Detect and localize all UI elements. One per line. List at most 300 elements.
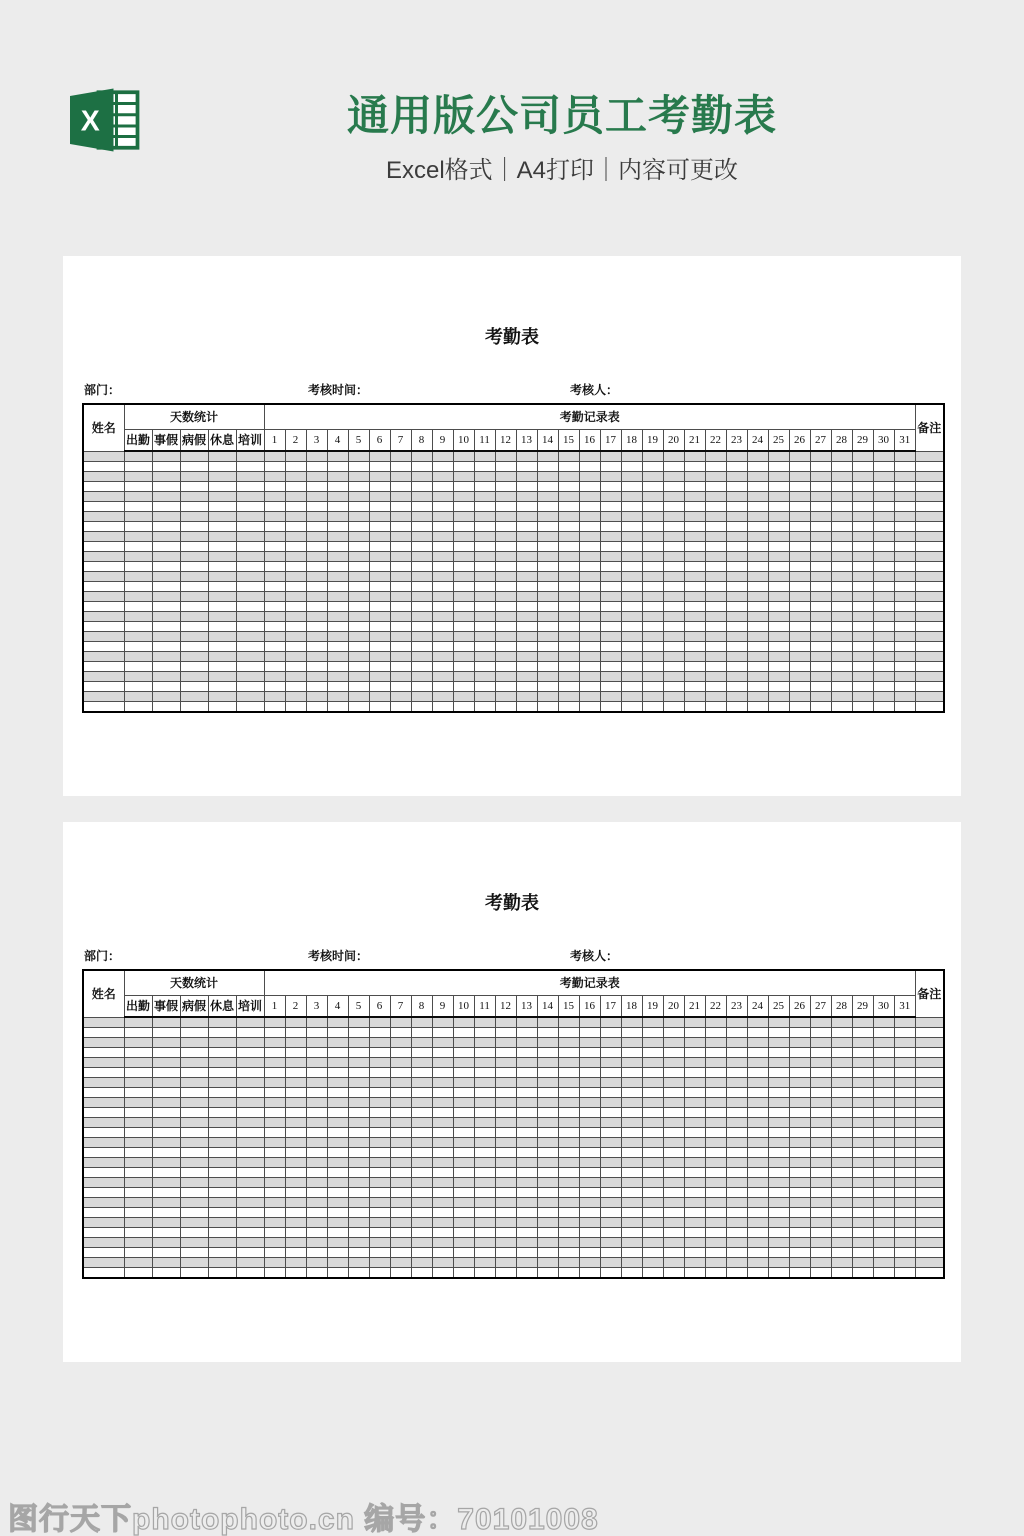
grid-cell <box>747 672 768 682</box>
grid-cell <box>831 692 852 702</box>
grid-cell <box>537 1128 558 1138</box>
grid-cell <box>852 692 873 702</box>
grid-cell <box>453 1068 474 1078</box>
grid-cell <box>390 1088 411 1098</box>
grid-cell <box>916 632 944 642</box>
grid-cell <box>705 672 726 682</box>
grid-cell <box>348 612 369 622</box>
grid-cell <box>516 572 537 582</box>
grid-cell <box>306 702 327 713</box>
grid-cell <box>916 662 944 672</box>
grid-cell <box>621 692 642 702</box>
grid-cell <box>152 462 180 472</box>
grid-cell <box>579 1268 600 1279</box>
grid-cell <box>642 572 663 582</box>
grid-cell <box>789 662 810 672</box>
grid-cell <box>369 542 390 552</box>
grid-cell <box>789 552 810 562</box>
grid-cell <box>663 1198 684 1208</box>
grid-cell <box>789 602 810 612</box>
grid-cell <box>789 1238 810 1248</box>
grid-cell <box>180 1078 208 1088</box>
grid-cell <box>124 1218 152 1228</box>
grid-cell <box>768 1028 789 1038</box>
grid-cell <box>705 1218 726 1228</box>
grid-cell <box>327 522 348 532</box>
grid-cell <box>810 1158 831 1168</box>
grid-cell <box>432 622 453 632</box>
grid-cell <box>432 562 453 572</box>
grid-row <box>83 542 944 552</box>
grid-cell <box>621 592 642 602</box>
grid-cell <box>285 1088 306 1098</box>
grid-cell <box>579 1138 600 1148</box>
grid-cell <box>810 1038 831 1048</box>
grid-cell <box>453 1218 474 1228</box>
grid-cell <box>124 1108 152 1118</box>
grid-cell <box>152 1128 180 1138</box>
grid-cell <box>810 1268 831 1279</box>
grid-cell <box>180 572 208 582</box>
grid-cell <box>124 502 152 512</box>
grid-cell <box>390 642 411 652</box>
grid-row <box>83 632 944 642</box>
grid-cell <box>236 662 264 672</box>
col-header-day: 29 <box>852 995 873 1017</box>
grid-cell <box>208 1128 236 1138</box>
col-header-day: 16 <box>579 429 600 451</box>
grid-cell <box>453 572 474 582</box>
grid-cell <box>236 702 264 713</box>
grid-cell <box>516 1098 537 1108</box>
grid-cell <box>621 602 642 612</box>
grid-cell <box>726 602 747 612</box>
grid-cell <box>852 1058 873 1068</box>
grid-row <box>83 1158 944 1168</box>
grid-cell <box>495 1268 516 1279</box>
grid-cell <box>894 472 915 482</box>
grid-cell <box>894 692 915 702</box>
grid-cell <box>390 532 411 542</box>
grid-cell <box>642 1178 663 1188</box>
grid-cell <box>264 632 285 642</box>
grid-cell <box>663 1128 684 1138</box>
grid-cell <box>621 1198 642 1208</box>
grid-cell <box>894 1258 915 1268</box>
grid-cell <box>894 592 915 602</box>
grid-cell <box>747 662 768 672</box>
grid-cell <box>894 672 915 682</box>
grid-cell <box>642 532 663 542</box>
grid-cell <box>474 482 495 492</box>
page-title: 通用版公司员工考勤表 <box>346 92 777 139</box>
grid-cell <box>236 502 264 512</box>
grid-cell <box>684 1068 705 1078</box>
grid-cell <box>642 1118 663 1128</box>
grid-cell <box>152 1228 180 1238</box>
grid-cell <box>663 1038 684 1048</box>
grid-cell <box>537 1118 558 1128</box>
grid-cell <box>663 1238 684 1248</box>
grid-cell <box>236 582 264 592</box>
col-group-stats: 天数统计 <box>124 404 264 429</box>
grid-cell <box>873 682 894 692</box>
grid-cell <box>474 1248 495 1258</box>
grid-cell <box>873 612 894 622</box>
grid-cell <box>306 1248 327 1258</box>
grid-cell <box>236 1128 264 1138</box>
grid-cell <box>600 642 621 652</box>
grid-cell <box>83 602 124 612</box>
grid-cell <box>152 1078 180 1088</box>
grid-cell <box>831 1088 852 1098</box>
col-header-day: 27 <box>810 995 831 1017</box>
grid-cell <box>516 1058 537 1068</box>
grid-cell <box>768 1118 789 1128</box>
grid-cell <box>453 672 474 682</box>
grid-cell <box>705 1048 726 1058</box>
grid-cell <box>264 1238 285 1248</box>
grid-cell <box>768 1208 789 1218</box>
grid-cell <box>663 552 684 562</box>
grid-cell <box>726 1148 747 1158</box>
grid-cell <box>873 1138 894 1148</box>
grid-cell <box>684 562 705 572</box>
grid-cell <box>726 662 747 672</box>
grid-cell <box>579 552 600 562</box>
grid-cell <box>663 1178 684 1188</box>
grid-cell <box>180 1178 208 1188</box>
grid-cell <box>83 1268 124 1279</box>
grid-cell <box>327 602 348 612</box>
grid-cell <box>180 582 208 592</box>
grid-cell <box>747 1058 768 1068</box>
grid-cell <box>208 1158 236 1168</box>
department-label: 部门： <box>84 949 121 963</box>
grid-cell <box>894 622 915 632</box>
grid-cell <box>642 1068 663 1078</box>
grid-cell <box>705 1118 726 1128</box>
grid-cell <box>642 1208 663 1218</box>
grid-cell <box>873 1118 894 1128</box>
grid-cell <box>621 1258 642 1268</box>
grid-cell <box>348 1158 369 1168</box>
grid-cell <box>327 1068 348 1078</box>
grid-cell <box>369 692 390 702</box>
grid-cell <box>285 1048 306 1058</box>
grid-cell <box>705 1248 726 1258</box>
grid-cell <box>600 572 621 582</box>
grid-cell <box>180 1228 208 1238</box>
col-header-day: 3 <box>306 995 327 1017</box>
grid-cell <box>768 532 789 542</box>
grid-cell <box>495 582 516 592</box>
grid-cell <box>390 672 411 682</box>
grid-cell <box>537 492 558 502</box>
grid-cell <box>705 612 726 622</box>
grid-cell <box>152 532 180 542</box>
grid-cell <box>432 652 453 662</box>
grid-cell <box>789 642 810 652</box>
grid-cell <box>285 552 306 562</box>
grid-cell <box>516 1128 537 1138</box>
grid-cell <box>600 622 621 632</box>
grid-cell <box>684 682 705 692</box>
grid-cell <box>579 642 600 652</box>
grid-cell <box>152 1098 180 1108</box>
grid-cell <box>894 702 915 713</box>
grid-cell <box>264 542 285 552</box>
grid-cell <box>705 1228 726 1238</box>
grid-cell <box>411 512 432 522</box>
grid-cell <box>432 1068 453 1078</box>
grid-cell <box>327 1038 348 1048</box>
grid-cell <box>369 672 390 682</box>
grid-row <box>83 502 944 512</box>
grid-cell <box>873 642 894 652</box>
grid-cell <box>663 1058 684 1068</box>
grid-cell <box>579 592 600 602</box>
grid-cell <box>285 451 306 462</box>
grid-cell <box>558 1168 579 1178</box>
grid-cell <box>852 1118 873 1128</box>
grid-cell <box>873 622 894 632</box>
grid-cell <box>83 1218 124 1228</box>
grid-cell <box>894 1198 915 1208</box>
grid-cell <box>411 1048 432 1058</box>
grid-cell <box>124 1068 152 1078</box>
grid-cell <box>474 1268 495 1279</box>
grid-cell <box>327 612 348 622</box>
grid-cell <box>236 1158 264 1168</box>
grid-cell <box>236 1108 264 1118</box>
grid-cell <box>411 652 432 662</box>
grid-cell <box>516 451 537 462</box>
grid-cell <box>768 692 789 702</box>
grid-cell <box>390 1118 411 1128</box>
col-header-name: 姓名 <box>83 404 124 451</box>
grid-cell <box>306 1128 327 1138</box>
grid-cell <box>810 552 831 562</box>
grid-cell <box>600 1028 621 1038</box>
grid-cell <box>516 1048 537 1058</box>
grid-cell <box>537 1017 558 1028</box>
grid-cell <box>747 592 768 602</box>
grid-cell <box>285 1148 306 1158</box>
grid-cell <box>873 1228 894 1238</box>
grid-cell <box>747 1228 768 1238</box>
grid-cell <box>684 1248 705 1258</box>
grid-cell <box>369 1088 390 1098</box>
grid-cell <box>768 1268 789 1279</box>
grid-cell <box>348 482 369 492</box>
col-header-day: 11 <box>474 995 495 1017</box>
grid-cell <box>264 642 285 652</box>
grid-row <box>83 1188 944 1198</box>
grid-cell <box>516 492 537 502</box>
grid-cell <box>642 652 663 662</box>
grid-cell <box>684 1228 705 1238</box>
grid-cell <box>789 1218 810 1228</box>
grid-cell <box>789 1248 810 1258</box>
grid-cell <box>124 1028 152 1038</box>
grid-cell <box>152 552 180 562</box>
grid-cell <box>558 572 579 582</box>
grid-cell <box>516 1258 537 1268</box>
grid-cell <box>579 1158 600 1168</box>
grid-cell <box>152 572 180 582</box>
grid-cell <box>264 502 285 512</box>
grid-cell <box>600 472 621 482</box>
grid-cell <box>516 1068 537 1078</box>
grid-cell <box>124 532 152 542</box>
grid-cell <box>516 1248 537 1258</box>
grid-cell <box>894 522 915 532</box>
grid-cell <box>663 1228 684 1238</box>
grid-cell <box>810 1118 831 1128</box>
grid-cell <box>726 1178 747 1188</box>
grid-cell <box>285 542 306 552</box>
grid-cell <box>768 492 789 502</box>
grid-cell <box>579 472 600 482</box>
grid-cell <box>432 1208 453 1218</box>
grid-cell <box>208 672 236 682</box>
grid-cell <box>474 562 495 572</box>
grid-cell <box>537 1108 558 1118</box>
grid-cell <box>873 502 894 512</box>
grid-cell <box>432 1078 453 1088</box>
grid-cell <box>411 1128 432 1138</box>
grid-cell <box>180 532 208 542</box>
grid-cell <box>306 1238 327 1248</box>
attendance-table <box>82 403 942 713</box>
grid-cell <box>83 552 124 562</box>
grid-cell <box>327 492 348 502</box>
grid-cell <box>558 1128 579 1138</box>
grid-row <box>83 582 944 592</box>
grid-cell <box>621 1118 642 1128</box>
grid-cell <box>831 1108 852 1118</box>
grid-cell <box>152 612 180 622</box>
grid-cell <box>453 692 474 702</box>
grid-cell <box>726 632 747 642</box>
grid-cell <box>621 1058 642 1068</box>
grid-cell <box>558 462 579 472</box>
grid-cell <box>663 1188 684 1198</box>
grid-cell <box>726 1228 747 1238</box>
grid-cell <box>208 1188 236 1198</box>
grid-cell <box>306 451 327 462</box>
col-group-record: 考勤记录表 <box>264 970 915 995</box>
grid-cell <box>432 682 453 692</box>
grid-cell <box>768 542 789 552</box>
grid-cell <box>663 1088 684 1098</box>
grid-cell <box>264 532 285 542</box>
grid-cell <box>894 1208 915 1218</box>
grid-cell <box>747 1017 768 1028</box>
grid-cell <box>810 522 831 532</box>
grid-row <box>83 512 944 522</box>
grid-cell <box>180 1188 208 1198</box>
grid-cell <box>83 662 124 672</box>
grid-cell <box>474 652 495 662</box>
grid-cell <box>831 1238 852 1248</box>
grid-cell <box>236 512 264 522</box>
sheet-title: 考勤表 <box>485 893 539 913</box>
grid-cell <box>663 1068 684 1078</box>
grid-cell <box>285 1078 306 1088</box>
grid-cell <box>453 502 474 512</box>
grid-cell <box>663 1218 684 1228</box>
grid-cell <box>916 552 944 562</box>
col-header-day: 5 <box>348 429 369 451</box>
grid-cell <box>537 662 558 672</box>
grid-cell <box>558 482 579 492</box>
grid-cell <box>432 462 453 472</box>
grid-cell <box>831 512 852 522</box>
grid-cell <box>894 1048 915 1058</box>
grid-cell <box>516 582 537 592</box>
grid-cell <box>264 1258 285 1268</box>
grid-cell <box>600 652 621 662</box>
grid-cell <box>810 1208 831 1218</box>
grid-cell <box>264 1058 285 1068</box>
grid-cell <box>264 592 285 602</box>
grid-cell <box>285 1128 306 1138</box>
grid-cell <box>600 532 621 542</box>
grid-cell <box>621 1148 642 1158</box>
grid-cell <box>369 602 390 612</box>
grid-cell <box>705 1198 726 1208</box>
grid-cell <box>810 672 831 682</box>
col-header-day: 9 <box>432 429 453 451</box>
grid-cell <box>726 622 747 632</box>
grid-cell <box>495 562 516 572</box>
grid-cell <box>495 1078 516 1088</box>
grid-cell <box>684 672 705 682</box>
grid-cell <box>236 532 264 542</box>
grid-cell <box>852 702 873 713</box>
grid-cell <box>789 502 810 512</box>
grid-cell <box>768 1108 789 1118</box>
grid-cell <box>285 1098 306 1108</box>
grid-cell <box>264 1248 285 1258</box>
grid-cell <box>873 702 894 713</box>
grid-cell <box>831 572 852 582</box>
grid-cell <box>327 652 348 662</box>
grid-cell <box>264 582 285 592</box>
grid-cell <box>474 1088 495 1098</box>
grid-cell <box>579 1078 600 1088</box>
grid-cell <box>390 451 411 462</box>
grid-cell <box>894 1028 915 1038</box>
grid-cell <box>600 682 621 692</box>
grid-cell <box>810 1198 831 1208</box>
grid-cell <box>411 1258 432 1268</box>
grid-cell <box>474 1238 495 1248</box>
grid-cell <box>789 1088 810 1098</box>
grid-cell <box>663 662 684 672</box>
grid-cell <box>516 602 537 612</box>
grid-cell <box>537 1188 558 1198</box>
grid-cell <box>152 622 180 632</box>
grid-cell <box>390 1128 411 1138</box>
grid-cell <box>768 1158 789 1168</box>
grid-cell <box>663 632 684 642</box>
grid-cell <box>852 502 873 512</box>
grid-row <box>83 1138 944 1148</box>
grid-cell <box>208 582 236 592</box>
